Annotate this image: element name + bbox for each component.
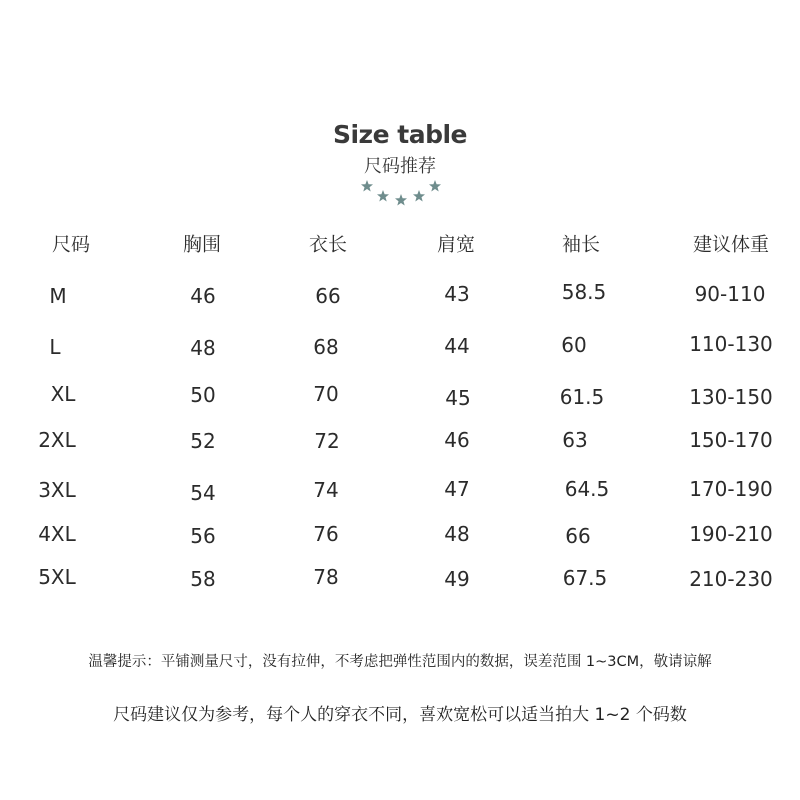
table-cell-sleeve: 63	[562, 428, 588, 452]
header-size: 尺码	[51, 233, 91, 256]
table-cell-weight: 190-210	[689, 522, 773, 546]
table-cell-weight: 210-230	[689, 567, 773, 591]
table-cell-chest: 50	[190, 383, 216, 407]
table-cell-size: XL	[50, 382, 76, 406]
header-shoulder: 肩宽	[436, 233, 476, 256]
page-subtitle: 尺码推荐	[364, 156, 436, 177]
table-cell-weight: 170-190	[689, 477, 773, 501]
table-cell-length: 72	[314, 429, 340, 453]
table-cell-shoulder: 45	[445, 386, 471, 410]
table-cell-chest: 54	[190, 481, 216, 505]
table-cell-shoulder: 47	[444, 477, 470, 501]
table-cell-weight: 110-130	[689, 332, 773, 356]
star-icon	[361, 180, 373, 192]
table-cell-sleeve: 66	[565, 524, 591, 548]
star-icon	[377, 190, 389, 202]
table-cell-shoulder: 46	[444, 428, 470, 452]
table-cell-length: 70	[313, 382, 339, 406]
header-chest: 胸围	[182, 233, 222, 256]
star-icon	[429, 180, 441, 192]
table-cell-size: L	[49, 335, 61, 359]
header-length: 衣长	[308, 233, 348, 256]
table-cell-sleeve: 58.5	[561, 280, 607, 304]
header-weight: 建议体重	[692, 233, 770, 256]
page-title: Size table	[332, 120, 468, 149]
table-cell-length: 66	[315, 284, 341, 308]
table-cell-chest: 46	[190, 284, 216, 308]
table-cell-shoulder: 48	[444, 522, 470, 546]
star-decoration-icon	[355, 178, 445, 210]
table-cell-size: 2XL	[38, 428, 76, 452]
table-cell-size: 3XL	[38, 478, 76, 502]
table-cell-weight: 130-150	[689, 385, 773, 409]
size-advice: 尺码建议仅为参考，每个人的穿衣不同，喜欢宽松可以适当拍大 1~2 个码数	[113, 705, 687, 725]
table-cell-length: 68	[313, 335, 339, 359]
table-cell-weight: 90-110	[694, 282, 766, 306]
table-cell-size: M	[49, 284, 67, 308]
table-cell-shoulder: 44	[444, 334, 470, 358]
table-cell-chest: 48	[190, 336, 216, 360]
table-cell-sleeve: 61.5	[559, 385, 605, 409]
header-sleeve: 袖长	[561, 233, 601, 256]
star-icon	[395, 194, 407, 206]
table-cell-length: 78	[313, 565, 339, 589]
table-cell-sleeve: 67.5	[562, 566, 608, 590]
table-cell-length: 74	[313, 478, 339, 502]
table-cell-chest: 56	[190, 524, 216, 548]
measurement-tip: 温馨提示：平铺测量尺寸，没有拉伸，不考虑把弹性范围内的数据，误差范围 1~3CM，敬请谅解	[88, 654, 712, 670]
table-cell-weight: 150-170	[689, 428, 773, 452]
table-cell-sleeve: 60	[561, 333, 587, 357]
table-cell-length: 76	[313, 522, 339, 546]
table-cell-shoulder: 49	[444, 567, 470, 591]
table-cell-shoulder: 43	[444, 282, 470, 306]
star-icon	[413, 190, 425, 202]
table-cell-sleeve: 64.5	[564, 477, 610, 501]
table-cell-chest: 58	[190, 567, 216, 591]
table-cell-chest: 52	[190, 429, 216, 453]
table-cell-size: 4XL	[38, 522, 76, 546]
table-cell-size: 5XL	[38, 565, 76, 589]
